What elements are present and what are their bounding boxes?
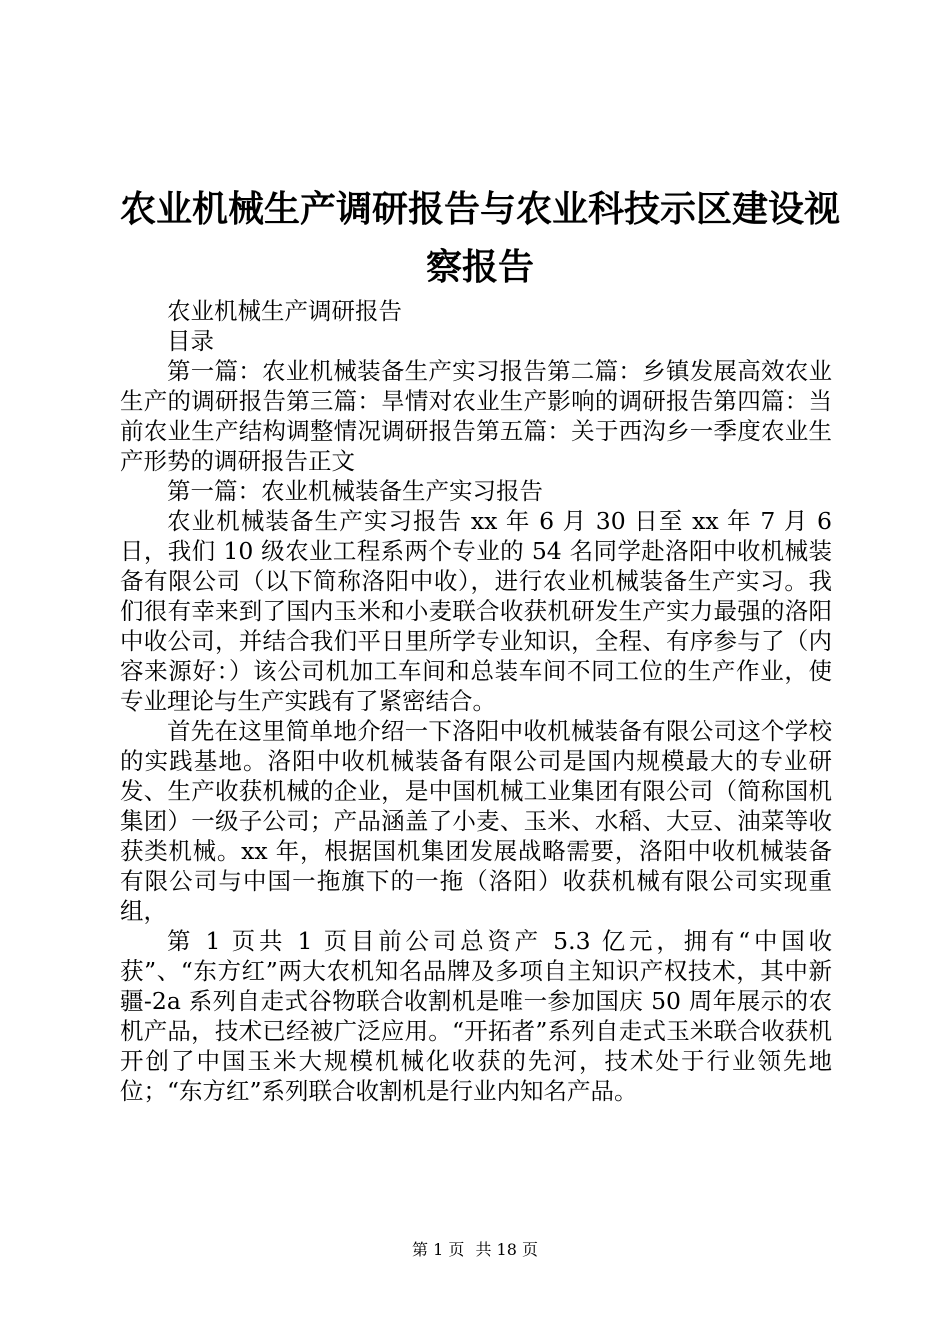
document-title: 农业机械生产调研报告与农业科技示区建设视察报告 xyxy=(119,188,840,288)
body-paragraph: 第 1 页共 1 页目前公司总资产 5.3 亿元，拥有“中国收获”、“东方红”两大农机知名品牌及多项自主知识产权技术，其中新疆-2a 系列自走式谷物联合收割机是唯一参加国庆 50 周年展示的农机产品，技术已经被广泛应用。“开拓者”系列自走式玉米联合收获机开创了中国玉米大规模机械化收获的先河，技术处于行业领先地位；“东方红”系列联合收割机是行业内知名产品。 xyxy=(120,927,832,1105)
page-footer xyxy=(0,1237,950,1260)
contents-paragraph: 第一篇：农业机械装备生产实习报告第二篇：乡镇发展高效农业生产的调研报告第三篇：旱情对农业生产影响的调研报告第四篇：当前农业生产结构调整情况调研报告第五篇：关于西沟乡一季度农业生产形势的调研报告正文 xyxy=(120,357,832,475)
body-paragraph: 首先在这里简单地介绍一下洛阳中收机械装备有限公司这个学校的实践基地。洛阳中收机械装备有限公司是国内规模最大的专业研发、生产收获机械的企业，是中国机械工业集团有限公司（简称国机集团）一级子公司；产品涵盖了小麦、玉米、水稻、大豆、油菜等收获类机械。xx 年，根据国机集团发展战略需要，洛阳中收机械装备有限公司与中国一拖旗下的一拖（洛阳）收获机械有限公司实现重组， xyxy=(120,717,832,925)
chapter-heading: 第一篇：农业机械装备生产实习报告 xyxy=(167,477,543,505)
contents-heading: 目录 xyxy=(167,327,214,355)
page-total: 共 18 页 xyxy=(475,1240,538,1259)
page-number: 第 1 页 xyxy=(412,1240,465,1259)
document-body xyxy=(120,296,832,1106)
body-paragraph: 农业机械装备生产实习报告 xx 年 6 月 30 日至 xx 年 7 月 6 日，我们 10 级农业工程系两个专业的 54 名同学赴洛阳中收机械装备有限公司（以下简称洛阳中收），进行农业机械装备生产实习。我们很有幸来到了国内玉米和小麦联合收获机研发生产实力最强的洛阳中收公司，并结合我们平日里所学专业知识，全程、有序参与了（内容来源好：）该公司机加工车间和总装车间不同工位的生产作业，使专业理论与生产实践有了紧密结合。 xyxy=(120,507,832,715)
subtitle-paragraph: 农业机械生产调研报告 xyxy=(167,297,402,325)
